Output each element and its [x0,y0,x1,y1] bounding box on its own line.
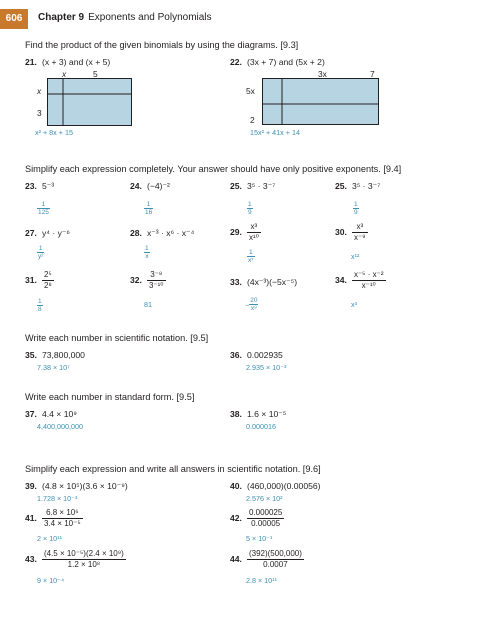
problem-33 [230,277,297,288]
answer-23 [37,201,50,216]
problem-fraction [352,222,368,243]
numerator: 3⁻⁸ [147,270,166,281]
problem-number: 42. [230,512,242,523]
instruction-standard: Write each number in standard form. [9.5] [25,392,195,402]
denominator: x¹⁰ [248,233,259,242]
problem-39 [25,481,128,492]
answer-numerator: 1 [354,201,358,208]
diagram-label: 3x [318,69,327,79]
answer-44: 2.8 × 10¹¹ [246,576,277,585]
answer-21: x² + 8x + 15 [35,128,73,137]
problem-23 [25,181,54,192]
problem-number: 33. [230,277,242,287]
answer-28 [144,245,150,260]
problem-number: 44. [230,553,242,564]
diagram-label: x [62,69,67,79]
problem-29 [230,222,261,243]
problem-fraction [247,222,261,243]
answer-numerator: 1 [248,201,252,208]
problem-text: (x + 3) and (x + 5) [41,57,111,67]
answer-32: 81 [144,300,152,309]
problem-fraction [42,270,54,291]
problem-text: 3⁵ · 3⁻⁷ [246,181,276,191]
problem-number: 25. [335,181,347,191]
problem-40 [230,481,321,491]
instruction-sci-simplify: Simplify each expression and write all answers in scientific notation. [9.6] [25,464,321,474]
answer-sign: − [245,300,250,310]
problem-number: 40. [230,481,242,491]
problem-number: 37. [25,409,37,419]
chapter-label: Chapter 9 [38,12,85,23]
problem-number: 41. [25,512,37,523]
problem-fraction [147,270,166,291]
problem-number: 22. [230,57,242,67]
problem-text: 0.002935 [246,350,283,360]
numerator: (4.5 × 10⁻⁵)(2.4 × 10⁹) [43,549,124,558]
problem-number: 38. [230,409,242,419]
answer-denominator: x⁸ [250,305,257,313]
problem-22 [230,57,325,67]
area-diagram-21 [47,78,133,127]
diagram-label: 2 [250,115,255,125]
answer-numerator: 1 [248,249,253,256]
problem-text: (3x + 7) and (5x + 2) [246,57,325,67]
answer-35: 7.38 × 10⁷ [37,363,70,372]
chapter-heading [38,12,212,23]
answer-39: 1.728 × 10⁻³ [37,494,78,503]
problem-number: 28. [130,228,142,238]
denominator: 1.2 × 10⁸ [67,560,101,569]
problem-41 [25,508,83,529]
answer-denominator: 125 [38,209,49,216]
chapter-title: Exponents and Polynomials [88,12,212,23]
answer-34: x³ [351,300,357,309]
problem-text: (4x⁻³)(−5x⁻⁵) [246,277,298,287]
problem-number: 25. [230,181,242,191]
problem-number: 34. [335,274,347,285]
numerator: x³ [247,222,261,233]
answer-fraction [249,297,258,312]
denominator: 3⁻¹⁰ [148,281,164,290]
problem-number: 39. [25,481,37,491]
numerator: 0.000025 [248,508,283,517]
denominator: 3.4 × 10⁻⁵ [43,519,81,528]
answer-25a [247,201,253,216]
problem-24 [130,181,170,192]
denominator: 0.0007 [263,560,288,569]
problem-35 [25,350,85,360]
diagram-label: 3 [37,108,42,118]
problem-number: 32. [130,274,142,285]
answer-27 [37,245,44,260]
problem-fraction [247,549,304,570]
answer-denominator: 9 [354,209,358,216]
problem-38 [230,409,286,420]
problem-25b [335,181,380,192]
answer-29 [247,249,255,264]
answer-38: 0.000016 [246,422,276,431]
problem-text: 3⁵ · 3⁻⁷ [351,181,381,191]
answer-22: 15x² + 41x + 14 [250,128,300,137]
diagram-label: 5x [246,86,255,96]
problem-37 [25,409,77,419]
answer-denominator: 8 [38,306,42,313]
answer-24 [144,201,153,216]
problem-text: y⁴ · y⁻⁶ [41,228,70,238]
answer-denominator: x [145,253,149,260]
problem-42 [230,508,284,529]
answer-denominator: 16 [145,209,153,216]
numerator: 6.8 × 10⁶ [42,508,83,519]
page-number: 606 [0,9,28,29]
problem-number: 43. [25,553,37,564]
problem-text: (4.8 × 10⁵)(3.6 × 10⁻⁹) [41,481,128,491]
answer-numerator: 1 [145,245,149,252]
answer-33 [245,296,258,314]
answer-denominator: 9 [248,209,252,216]
diagram-label: 5 [93,69,98,79]
problem-text: 4.4 × 10⁹ [41,409,77,419]
answer-numerator: 1 [38,298,42,305]
answer-numerator: 1 [144,201,153,209]
problem-text: x⁻³ · x⁶ · x⁻⁴ [146,228,195,238]
numerator: x³ [352,222,368,233]
problem-28 [130,228,194,239]
instruction-diagrams: Find the product of the given binomials by using the diagrams. [9.3] [25,40,299,50]
problem-number: 21. [25,57,37,67]
answer-numerator: 20 [250,297,258,305]
answer-denominator: y² [38,253,44,260]
answer-43: 9 × 10⁻⁴ [37,576,65,585]
problem-fraction [247,508,284,529]
denominator: 2⁸ [43,281,52,290]
instruction-simplify: Simplify each expression completely. Your answer should have only positive exponents. [9.4] [25,164,402,174]
answer-42: 5 × 10⁻¹ [246,534,273,543]
numerator: (392)(500,000) [248,549,302,558]
problem-43 [25,549,126,570]
problem-32 [130,270,166,291]
answer-37: 4,400,000,000 [37,422,83,431]
answer-numerator: 1 [37,201,50,209]
problem-number: 31. [25,274,37,285]
diagram-rect [263,79,379,125]
problem-21 [25,57,110,67]
instruction-scientific: Write each number in scientific notation. [9.5] [25,333,209,343]
problem-number: 23. [25,181,37,191]
problem-text: 1.6 × 10⁻⁵ [246,409,287,419]
area-diagram-22 [262,78,380,126]
answer-36: 2.935 × 10⁻³ [246,363,287,372]
denominator: x⁻¹⁰ [361,281,376,290]
answer-25b [353,201,359,216]
answer-numerator: 1 [38,245,43,252]
numerator: 2⁵ [42,270,54,281]
problem-number: 27. [25,228,37,238]
problem-number: 30. [335,226,347,237]
problem-fraction [42,508,83,529]
answer-31 [37,298,43,313]
problem-36 [230,350,283,360]
diagram-label: 7 [370,69,375,79]
problem-30 [335,222,368,243]
answer-40: 2.576 × 10² [246,494,283,503]
problem-number: 24. [130,181,142,191]
denominator: 0.00005 [251,519,281,528]
problem-text: 73,800,000 [41,350,85,360]
problem-number: 35. [25,350,37,360]
problem-fraction [352,270,386,291]
problem-34 [335,270,386,291]
problem-text: 5⁻³ [41,181,55,191]
answer-denominator: x⁷ [248,257,254,264]
answer-41: 2 × 10¹¹ [37,534,62,543]
answer-30: x¹² [351,252,360,261]
problem-fraction [42,549,126,570]
denominator: x⁻⁹ [353,233,366,242]
problem-25a [230,181,275,192]
diagram-rect [48,79,132,126]
diagram-label: x [37,86,42,96]
problem-27 [25,228,70,239]
problem-number: 36. [230,350,242,360]
numerator: x⁻⁵ · x⁻² [353,270,384,279]
problem-31 [25,270,54,291]
problem-text: (−4)⁻² [146,181,170,191]
problem-44 [230,549,304,570]
problem-text: (460,000)(0.00056) [246,481,321,491]
problem-number: 29. [230,226,242,237]
